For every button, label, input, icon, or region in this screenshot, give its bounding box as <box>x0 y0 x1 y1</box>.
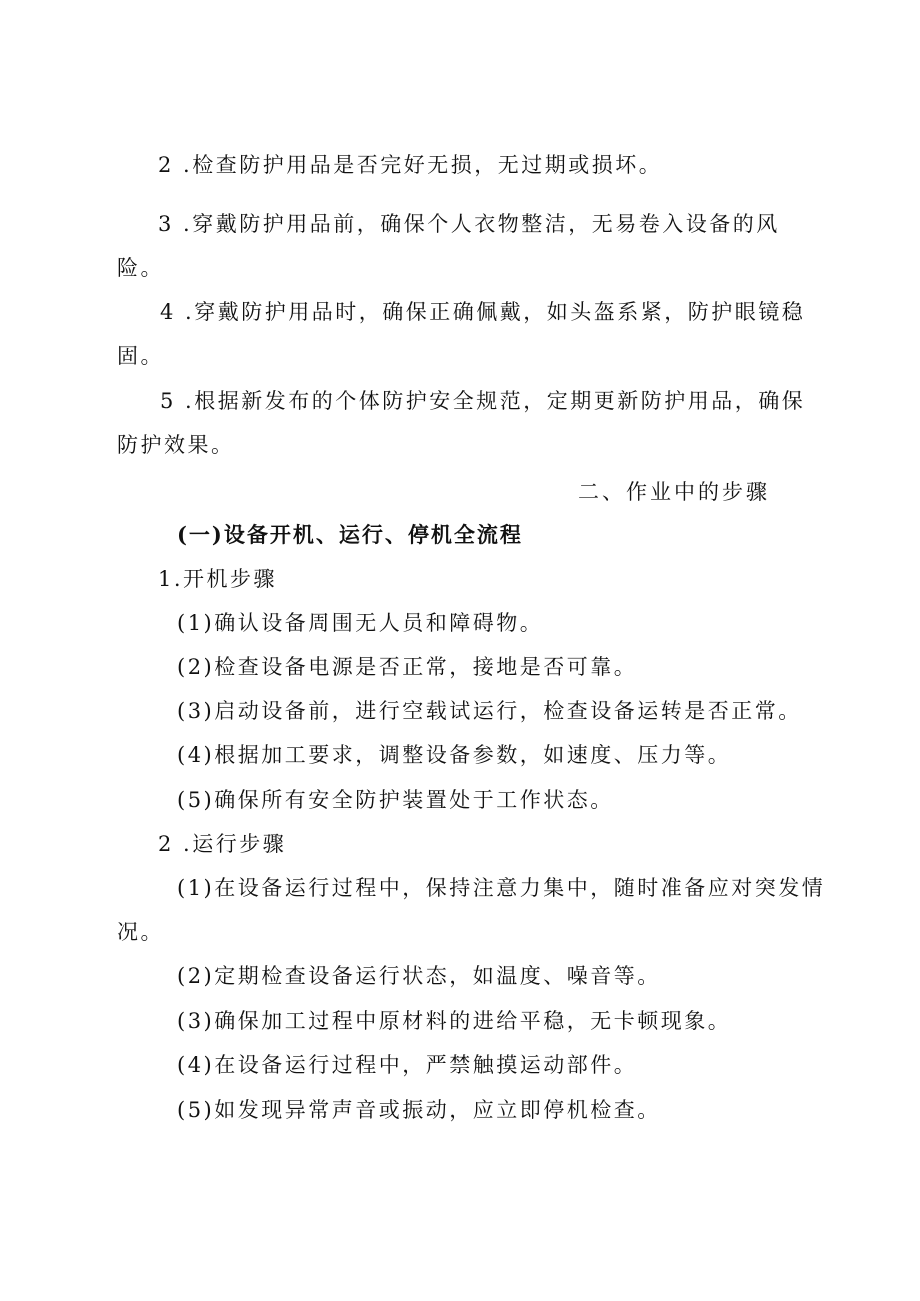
running-step-continuation: 况。 <box>117 920 164 944</box>
item-separator: . <box>175 300 195 324</box>
startup-step: (5)确保所有安全防护装置处于工作状态。 <box>177 788 614 812</box>
running-step: (4)在设备运行过程中，严禁触摸运动部件。 <box>177 1053 638 1077</box>
item-text: 穿戴防护用品时，确保正确佩戴，如头盔系紧，防护眼镜稳 <box>194 300 806 324</box>
startup-step: (3)启动设备前，进行空载试运行，检查设备运转是否正常。 <box>177 699 802 723</box>
item-separator: . <box>175 389 195 413</box>
startup-step: (1)确认设备周围无人员和障碍物。 <box>177 611 544 635</box>
list-item-5 <box>160 386 805 416</box>
item-number: 2 <box>158 153 174 177</box>
running-heading: 2 .运行步骤 <box>158 832 287 856</box>
item-text: 检查防护用品是否完好无损，无过期或损坏。 <box>192 153 663 177</box>
item-text: 穿戴防护用品前，确保个人衣物整洁，无易卷入设备的风 <box>192 212 780 236</box>
list-item-4 <box>160 297 805 327</box>
startup-step: (4)根据加工要求，调整设备参数，如速度、压力等。 <box>177 743 732 767</box>
list-item-3 <box>158 209 780 239</box>
item-number: 3 <box>158 212 174 236</box>
running-step: (3)确保加工过程中原材料的进给平稳，无卡顿现象。 <box>177 1009 732 1033</box>
list-item-3-continuation: 险。 <box>117 256 164 280</box>
running-step: (2)定期检查设备运行状态，如温度、噪音等。 <box>177 964 661 988</box>
item-text: 根据新发布的个体防护安全规范，定期更新防护用品，确保 <box>194 389 806 413</box>
item-number: 5 <box>160 389 176 413</box>
subsection-title: (一)设备开机、运行、停机全流程 <box>177 522 523 547</box>
list-item-4-continuation: 固。 <box>117 344 164 368</box>
section-title: 二、作业中的步骤 <box>578 480 770 504</box>
list-item-5-continuation: 防护效果。 <box>117 433 235 457</box>
running-step: (5)如发现异常声音或振动，应立即停机检查。 <box>177 1098 661 1122</box>
item-separator: . <box>173 153 193 177</box>
item-number: 4 <box>160 300 176 324</box>
startup-step: (2)检查设备电源是否正常，接地是否可靠。 <box>177 655 638 679</box>
item-separator: . <box>173 212 193 236</box>
running-step: (1)在设备运行过程中，保持注意力集中，随时准备应对突发情 <box>177 876 826 900</box>
startup-heading: 1.开机步骤 <box>158 567 278 591</box>
list-item-2 <box>158 150 662 180</box>
